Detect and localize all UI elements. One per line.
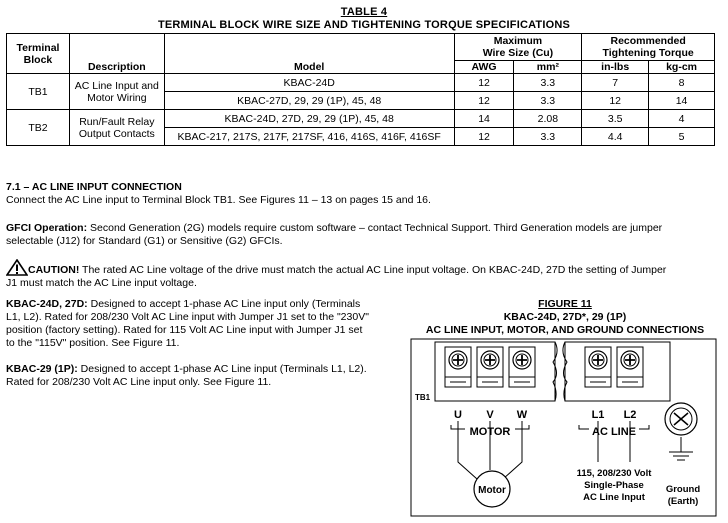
description-cell: Run/Fault Relay Output Contacts — [69, 110, 164, 146]
terminal-v: V — [486, 409, 494, 421]
table-row — [7, 74, 715, 92]
header-max-wire: Maximum Wire Size (Cu) — [454, 34, 582, 61]
awg-cell: 12 — [454, 128, 514, 146]
terminal-w: W — [516, 409, 528, 421]
header-terminal-block: Terminal Block — [7, 34, 70, 74]
wiring-diagram — [405, 337, 725, 520]
inlbs-cell: 4.4 — [582, 128, 649, 146]
gfci-paragraph: GFCI Operation: Second Generation (2G) models require custom software – contact Technical Support. Third Generation models are jumper selectable (J12) for Standard (G1) or Sensitive (G2) GFCIs. — [6, 222, 663, 247]
ground-label-line2: (Earth) — [667, 496, 699, 507]
awg-cell: 14 — [454, 110, 514, 128]
mm2-cell: 3.3 — [514, 92, 582, 110]
supply-label-line2: Single-Phase — [584, 480, 644, 491]
header-awg: AWG — [454, 61, 514, 74]
table-row — [7, 110, 715, 128]
terminal-l1: L1 — [591, 409, 605, 421]
inlbs-cell: 7 — [582, 74, 649, 92]
motor-bracket-label: MOTOR — [469, 426, 511, 438]
header-description: Description — [69, 34, 164, 74]
block-cell: TB2 — [7, 110, 70, 146]
mm2-cell: 3.3 — [514, 128, 582, 146]
terminal-l2: L2 — [623, 409, 637, 421]
inlbs-cell: 12 — [582, 92, 649, 110]
header-kgcm: kg-cm — [649, 61, 715, 74]
block-cell: TB1 — [7, 74, 70, 110]
awg-cell: 12 — [454, 92, 514, 110]
kbac24d-paragraph: KBAC-24D, 27D: Designed to accept 1-phase AC Line input only (Terminals L1, L2). Rated for 208/230 Volt AC Line input with Jumper J1 set to the "230V" position (factory setting). Rated for 115 Volt AC Line input with Jumper J1 set to the "115V" position. See Figure 11. — [6, 298, 369, 349]
terminal-u: U — [454, 409, 462, 421]
header-torque: Recommended Tightening Torque — [582, 34, 715, 61]
mm2-cell: 3.3 — [514, 74, 582, 92]
figure-number: FIGURE 11 — [538, 298, 592, 310]
awg-cell: 12 — [454, 74, 514, 92]
model-cell: KBAC-24D — [164, 74, 454, 92]
table-title: TERMINAL BLOCK WIRE SIZE AND TIGHTENING TORQUE SPECIFICATIONS — [157, 19, 571, 31]
supply-label-line3: AC Line Input — [583, 492, 645, 503]
figure-models: KBAC-24D, 27D*, 29 (1P) — [503, 311, 627, 323]
warning-triangle-icon — [6, 259, 28, 276]
spec-table — [6, 33, 715, 146]
model-cell: KBAC-27D, 29, 29 (1P), 45, 48 — [164, 92, 454, 110]
kgcm-cell: 4 — [649, 110, 715, 128]
acline-bracket-label: AC LINE — [592, 426, 636, 438]
caution-paragraph: CAUTION! The rated AC Line voltage of the drive must match the actual AC Line input voltage. On KBAC-24D, 27D the setting of Jumper J1 must match the AC Line input voltage. — [6, 259, 718, 290]
ground-icon — [665, 403, 697, 435]
section-heading: 7.1 – AC LINE INPUT CONNECTION — [6, 181, 182, 193]
description-cell: AC Line Input and Motor Wiring — [69, 74, 164, 110]
table-number: TABLE 4 — [340, 6, 388, 18]
header-model: Model — [164, 34, 454, 74]
header-inlbs: in-lbs — [582, 61, 649, 74]
kgcm-cell: 8 — [649, 74, 715, 92]
model-cell: KBAC-24D, 27D, 29, 29 (1P), 45, 48 — [164, 110, 454, 128]
supply-label-line1: 115, 208/230 Volt — [576, 468, 652, 479]
kbac29-paragraph: KBAC-29 (1P): Designed to accept 1-phase AC Line input (Terminals L1, L2). Rated for 208/230 Volt AC Line input only. See Figure 11. — [6, 363, 367, 388]
tb1-label: TB1 — [415, 393, 431, 402]
figure-title: AC LINE INPUT, MOTOR, AND GROUND CONNECTIONS — [425, 324, 705, 336]
header-mm2: mm² — [514, 61, 582, 74]
kgcm-cell: 14 — [649, 92, 715, 110]
model-cell: KBAC-217, 217S, 217F, 217SF, 416, 416S, 416F, 416SF — [164, 128, 454, 146]
section-intro: Connect the AC Line input to Terminal Block TB1. See Figures 11 – 13 on pages 15 and 16. — [6, 194, 431, 206]
ground-label-line1: Ground — [665, 484, 701, 495]
motor-label: Motor — [478, 485, 506, 496]
kgcm-cell: 5 — [649, 128, 715, 146]
mm2-cell: 2.08 — [514, 110, 582, 128]
inlbs-cell: 3.5 — [582, 110, 649, 128]
